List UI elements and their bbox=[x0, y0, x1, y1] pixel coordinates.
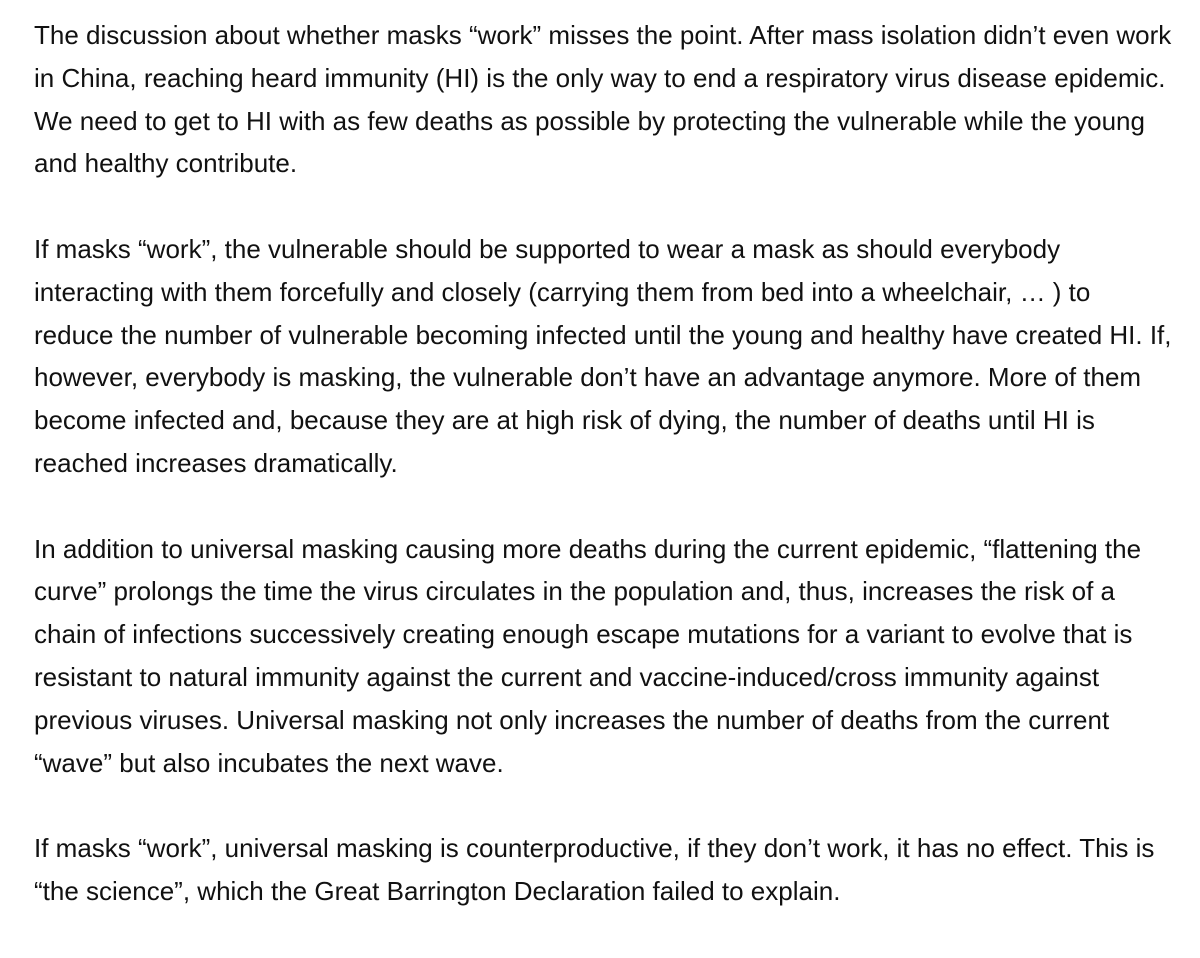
paragraph-4: If masks “work”, universal masking is counterproductive, if they don’t work, it has no effect. This is “the science”, which the Great Barrington Declaration failed to explain. bbox=[34, 833, 1155, 906]
paragraph-2: If masks “work”, the vulnerable should be supported to wear a mask as should everybody interacting with them forcefully and closely (carrying them from bed into a wheelchair, … ) to reduce the number of vulnerable becoming infected until the young and healthy have created HI. If, however, everybody is masking, the vulnerable don’t have an advantage anymore. More of them become infected and, because they are at high risk of dying, the number of deaths until HI is reached increases dramatically. bbox=[34, 233, 1172, 478]
paragraph-3: In addition to universal masking causing more deaths during the current epidemic, “flattening the curve” prolongs the time the virus circulates in the population and, thus, increases the risk of a chain of infections successively creating enough escape mutations for a variant to evolve that is resistant to natural immunity against the current and vaccine-induced/cross immunity against previous viruses. Universal masking not only increases the number of deaths from the current “wave” but also incubates the next wave. bbox=[34, 533, 1142, 778]
paragraph-1: The discussion about whether masks “work” misses the point. After mass isolation didn’t even work in China, reaching heard immunity (HI) is the only way to end a respiratory virus disease epidemic. We need to get to HI with as few deaths as possible by protecting the vulnerable while the young and healthy contribute. bbox=[34, 20, 1172, 179]
